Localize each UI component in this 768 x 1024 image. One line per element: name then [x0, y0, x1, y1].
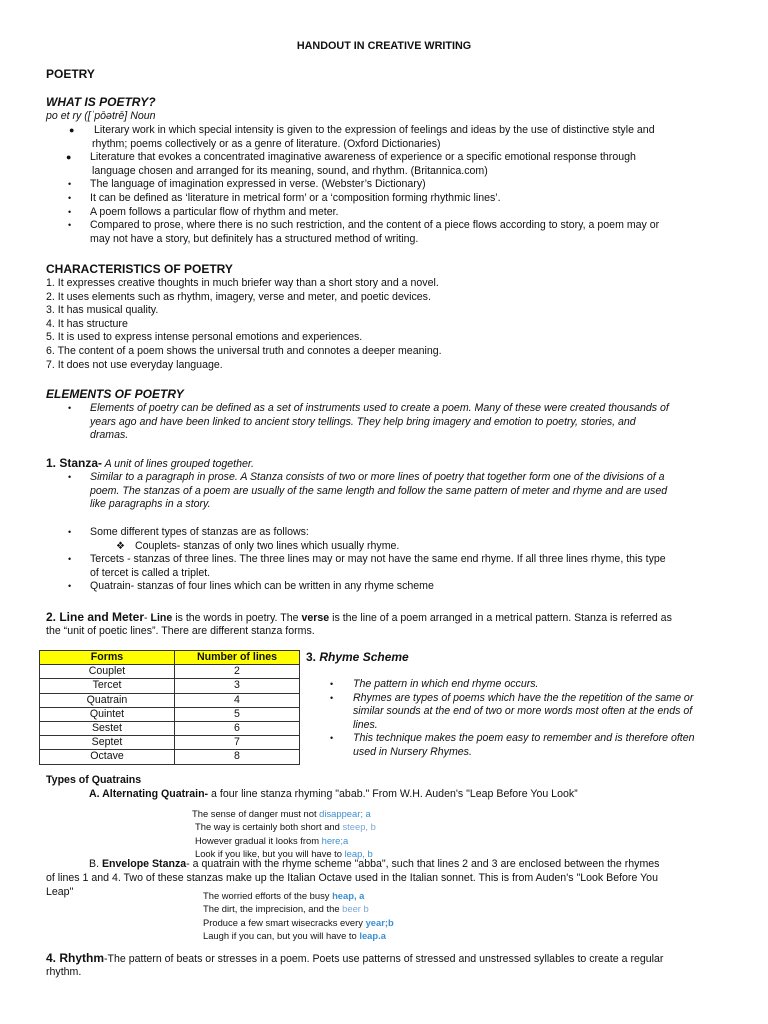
stanza-forms-table: [39, 650, 300, 765]
poem-line: The worried efforts of the busy heap, a: [203, 890, 365, 901]
types-of-quatrains-heading: Types of Quatrains: [46, 774, 142, 786]
table-row: Couplet 2: [40, 665, 300, 679]
list-item: • A poem follows a particular flow of rhythm and meter.: [68, 205, 339, 218]
list-item: • This technique makes the poem easy to remember and is therefore often used in Nursery Rhymes.: [330, 732, 695, 758]
poem-line: The dirt, the imprecision, and the beer b: [203, 903, 369, 915]
table-row: Sestet 6: [40, 722, 300, 736]
stanza-definition: 1. Stanza- A unit of lines grouped together.: [46, 456, 254, 470]
table-header: Number of lines: [175, 651, 300, 665]
line-and-meter-2: the “unit of poetic lines”. There are different stanza forms.: [46, 625, 315, 637]
poem-line: Look if you like, but you will have to leap, b: [195, 848, 373, 860]
list-item: • Rhymes are types of poems which have the the repetition of the same or similar sounds at the end of two or more words most often at the ends of lines.: [330, 691, 694, 731]
stanza-types-list: [46, 526, 666, 594]
table-row: Quintet 5: [40, 707, 300, 721]
list-item: 1. It expresses creative thoughts in much briefer way than a short story and a novel.: [46, 277, 439, 289]
list-item: 2. It uses elements such as rhythm, imagery, verse and meter, and poetic devices.: [46, 290, 431, 303]
list-item: ● Literary work in which special intensity is given to the expression of feelings and ideas by the use of distinctive style and rhythm; poems collectively or as a genre of literature. (Oxford Dictionaries): [69, 124, 655, 150]
document-title: HANDOUT IN CREATIVE WRITING: [296, 40, 472, 52]
rhythm-definition-2: rhythm.: [46, 966, 82, 978]
elements-intro: • Elements of poetry can be defined as a set of instruments used to create a poem. Many of these were created thousands of years ago and have been linked to ancient story tellings. They help bring imagery and emotion to poetry, stories, and dramas.: [68, 402, 669, 442]
list-item: 5. It is used to express intense personal emotions and experiences.: [46, 331, 363, 344]
poem-line: Produce a few smart wisecracks every year;b: [203, 916, 394, 928]
list-item: • Tercets - stanzas of three lines. The three lines may or may not have the same end rhyme. If all three lines rhyme, this type of tercet is called a triplet.: [68, 553, 666, 579]
line-and-meter: 2. Line and Meter- Line is the words in poetry. The verse is the line of a poem arranged in a metrical pattern. Stanza is referred as: [46, 610, 672, 624]
poem-line: The way is certainly both short and steep, b: [195, 821, 376, 833]
characteristics-heading: CHARACTERISTICS OF POETRY: [46, 262, 233, 276]
list-item: 7. It does not use everyday language.: [46, 358, 223, 371]
rhyme-scheme-list: [306, 678, 695, 760]
envelope-stanza: B. Envelope Stanza- a quatrain with the rhyme scheme "abba", such that lines 2 and 3 are enclosed between the rhymes: [89, 858, 660, 870]
list-item: 4. It has structure: [46, 317, 128, 330]
elements-heading: ELEMENTS OF POETRY: [46, 387, 184, 401]
table-row: Octave 8: [40, 750, 300, 764]
envelope-stanza-2: of lines 1 and 4. Two of these stanzas make up the Italian Octave used in the Italian sonnet. This is from Auden's "Look Before You: [46, 872, 658, 884]
table-header: Forms: [40, 651, 175, 665]
poem-line: The sense of danger must not disappear; a: [192, 808, 371, 819]
rhythm-definition: 4. Rhythm-The pattern of beats or stresses in a poem. Poets use patterns of stressed and unstressed syllables to create a regular: [46, 951, 664, 965]
list-item: • Compared to prose, where there is no such restriction, and the content of a piece flows according to story, a poem may or may not have a story, but definitely has a structured method of writing.: [68, 219, 660, 245]
list-item: • The language of imagination expressed in verse. (Webster’s Dictionary): [68, 178, 426, 191]
rhyme-scheme-heading: 3. Rhyme Scheme: [306, 650, 409, 664]
envelope-poem: [203, 889, 394, 943]
list-item: 6. The content of a poem shows the universal truth and connotes a deeper meaning.: [46, 344, 442, 357]
list-item: • It can be defined as ‘literature in metrical form’ or a ‘composition forming rhythmic lines’.: [68, 191, 501, 204]
alternating-quatrain: A. Alternating Quatrain- a four line stanza rhyming "abab." From W.H. Auden's "Leap Before You Look”: [89, 788, 578, 800]
poem-line: However gradual it looks from here;a: [195, 834, 349, 846]
list-item: • The pattern in which end rhyme occurs.: [330, 678, 539, 690]
table-row: Quatrain 4: [40, 693, 300, 707]
stanza-similar: • Similar to a paragraph in prose. A Stanza consists of two or more lines of poetry that together form one of the divisions of a poem. The stanzas of a poem are usually of the same length and follow the same pattern of meter and rhyme and are used like paragraphs in a story.: [68, 471, 668, 511]
section-heading-poetry: POETRY: [46, 67, 95, 81]
table-row: Tercet 3: [40, 679, 300, 693]
list-item: 3. It has musical quality.: [46, 304, 159, 317]
envelope-stanza-3: Leap": [46, 886, 74, 898]
what-is-list: [46, 124, 659, 246]
list-item: • Some different types of stanzas are as follows:: [68, 526, 309, 538]
table-row: Septet 7: [40, 736, 300, 750]
list-item: • Quatrain- stanzas of four lines which can be written in any rhyme scheme: [68, 580, 434, 593]
list-item: ● Literature that evokes a concentrated imaginative awareness of experience or a specific emotional response through language chosen and arranged for its meaning, sound, and rhythm. (Britannica.com): [66, 151, 636, 177]
alternating-poem: [192, 807, 376, 861]
what-is-poetry-heading: WHAT IS POETRY?: [46, 95, 156, 109]
poem-line: Laugh if you can, but you will have to leap.a: [203, 930, 386, 942]
list-item: ❖ Couplets- stanzas of only two lines which usually rhyme.: [116, 539, 400, 552]
pronunciation: po et ry ([ˈpōətrē] Noun: [46, 110, 156, 122]
characteristics-list: [46, 277, 442, 372]
